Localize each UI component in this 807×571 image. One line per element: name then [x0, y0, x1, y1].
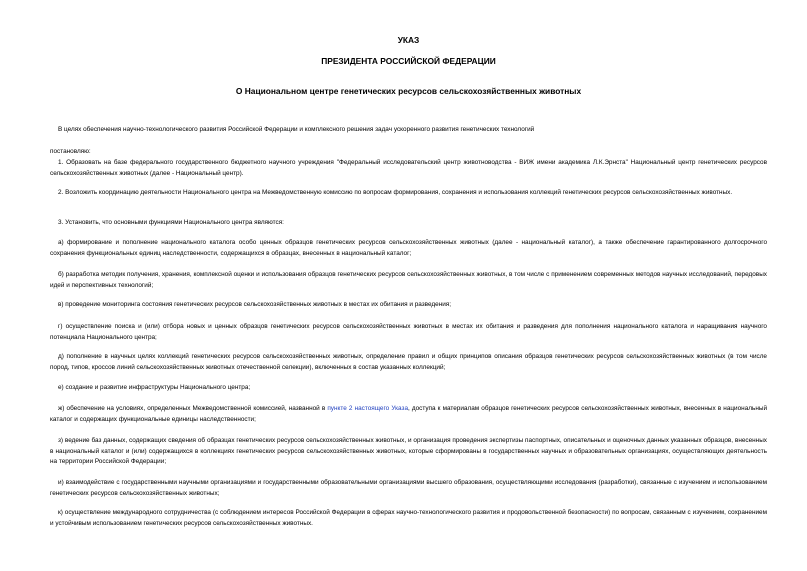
item-i: и) взаимодействие с государственными научными организациями и государственными образовательными организациями высшего образования, осуществляющими исследования (разработки), связанные с изучением и использованием генетических ресурсов сельскохозяйственных животных;	[50, 479, 767, 497]
decree-word: постановляю:	[50, 148, 91, 155]
item-zh-text-1: ж) обеспечение на условиях, определенных Межведомственной комиссией, названной в	[58, 405, 328, 412]
item-zh-text-2: , доступа к материалам образцов генетических ресурсов сельскохозяйственных животных, внесенных в национальный каталог и содержащих функциональные единицы наследственности;	[50, 405, 768, 423]
item-e: е) создание и развитие инфраструктуры Национального центра;	[58, 384, 251, 391]
item-a: а) формирование и пополнение национального каталога особо ценных образцов генетических ресурсов сельскохозяйственных животных (далее - национальный каталог), а также обеспечение гарантированного долгосрочного сохранения функциональных единиц наследственности, содержащихся в образцах, внесенных в национальный каталог;	[50, 239, 767, 257]
item-k: к) осуществление международного сотрудничества (с соблюдением интересов Российской Федерации в сферах научно-технологического развития и продовольственной безопасности) по вопросам, связанным с изучением, сохранением и устойчивым использованием генетических ресурсов сельскохозяйственных животных.	[50, 509, 767, 527]
doc-subtitle: ПРЕЗИДЕНТА РОССИЙСКОЙ ФЕДЕРАЦИИ	[321, 56, 496, 66]
item-zh	[50, 404, 767, 425]
item-d: д) пополнение в научных целях коллекций генетических ресурсов сельскохозяйственных животных, определение правил и общих принципов описания образцов генетических ресурсов сельскохозяйственных животных (в том числе пород, типов, кроссов линий сельскохозяйственных животных отечественной селекции), включенных в состав указанных коллекций;	[50, 353, 767, 371]
link-point-2[interactable]: пункте 2 настоящего Указа	[327, 405, 408, 412]
paragraph-1: 1. Образовать на базе федерального государственного бюджетного научного учреждения "Федеральный исследовательский центр животноводства - ВИЖ имени академика Л.К.Эрнста" Национальный центр генетических ресурсов сельскохозяйственных животных (далее - Национальный центр).	[50, 159, 767, 177]
doc-title: УКАЗ	[397, 35, 420, 45]
intro-paragraph: В целях обеспечения научно-технологического развития Российской Федерации и комплексного решения задач ускоренного развития генетических технологий	[58, 126, 535, 133]
doc-heading: О Национальном центре генетических ресурсов сельскохозяйственных животных	[235, 86, 582, 96]
item-z: з) ведение баз данных, содержащих сведения об образцах генетических ресурсов сельскохозяйственных животных, и организация проведения экспертизы паспортных, описательных и оценочных данных указанных образцов, внесенных в национальный каталог и (или) содержащихся в коллекциях генетических ресурсов сельскохозяйственных животных, которые сформированы в государственных научных и образовательных организациях, осуществляющих деятельность на территории Российской Федерации;	[50, 437, 767, 465]
item-g: г) осуществление поиска и (или) отбора новых и ценных образцов генетических ресурсов сельскохозяйственных животных в местах их обитания и разведения для пополнения национального каталога и наращивания научного потенциала Национального центра;	[50, 323, 767, 341]
item-b: б) разработка методик получения, хранения, комплексной оценки и использования образцов генетических ресурсов сельскохозяйственных животных, в том числе с применением современных методов научных исследований, передовых идей и перспективных технологий;	[50, 271, 767, 289]
paragraph-2: 2. Возложить координацию деятельности Национального центра на Межведомственную комиссию по вопросам формирования, сохранения и использования коллекций генетических ресурсов сельскохозяйственных животных.	[58, 189, 733, 196]
item-v: в) проведение мониторинга состояния генетических ресурсов сельскохозяйственных животных в местах их обитания и разведения;	[58, 301, 452, 308]
paragraph-3: 3. Установить, что основными функциями Национального центра являются:	[58, 219, 284, 226]
